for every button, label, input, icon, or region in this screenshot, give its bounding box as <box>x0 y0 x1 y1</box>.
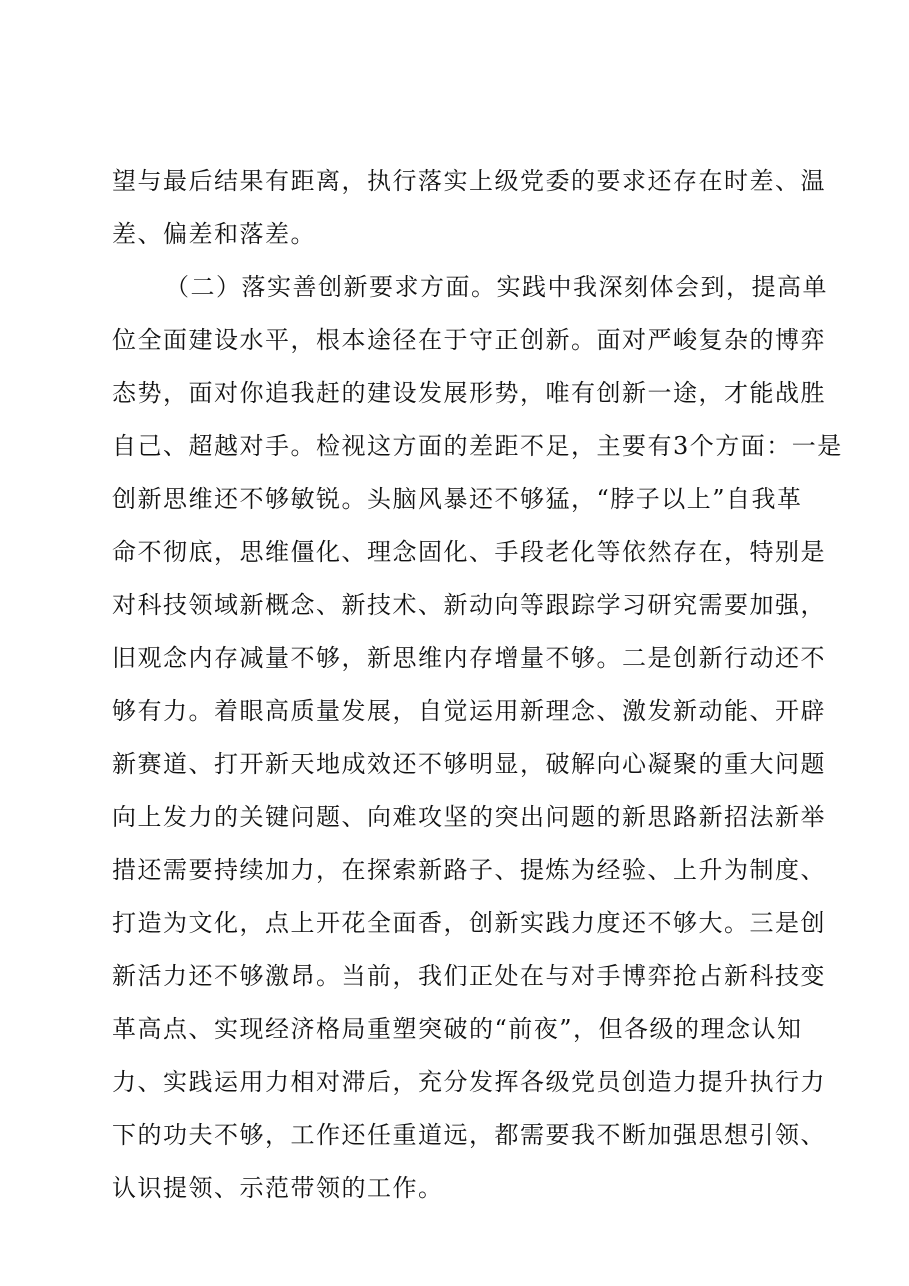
document-body <box>112 155 843 1215</box>
paragraph-2-line-5: 创新思维还不够敏锐。头脑风暴还不够猛，“脖子以上”自我革 <box>112 485 803 513</box>
paragraph-2-line-13: 打造为文化，点上开花全面香，创新实践力度还不够大。三是创 <box>112 909 826 937</box>
paragraph-2-line-3: 态势，面对你追我赶的建设发展形势，唯有创新一途，才能战胜 <box>112 379 826 407</box>
paragraph-2-line-7: 对科技领域新概念、新技术、新动向等跟踪学习研究需要加强， <box>112 591 826 619</box>
paragraph-2-line-1: （二）落实善创新要求方面。实践中我深刻体会到，提高单 <box>165 273 828 301</box>
paragraph-2-line-15: 革高点、实现经济格局重塑突破的“前夜”，但各级的理念认知 <box>112 1015 803 1043</box>
paragraph-2-line-16: 力、实践运用力相对滞后，充分发挥各级党员创造力提升执行力 <box>112 1068 826 1096</box>
paragraph-2-line-12: 措还需要持续加力，在探索新路子、提炼为经验、上升为制度、 <box>112 856 826 884</box>
paragraph-2-line-6: 命不彻底，思维僵化、理念固化、手段老化等依然存在，特别是 <box>112 538 826 566</box>
paragraph-2-line-14: 新活力还不够激昂。当前，我们正处在与对手博弈抢占新科技变 <box>112 962 826 990</box>
paragraph-1-line-2: 差、偏差和落差。 <box>112 220 316 248</box>
paragraph-2-line-11: 向上发力的关键问题、向难攻坚的突出问题的新思路新招法新举 <box>112 803 826 831</box>
paragraph-1-line-1: 望与最后结果有距离，执行落实上级党委的要求还存在时差、温 <box>112 167 826 195</box>
paragraph-2-line-8: 旧观念内存减量不够，新思维内存增量不够。二是创新行动还不 <box>112 644 826 672</box>
paragraph-2-line-18: 认识提领、示范带领的工作。 <box>112 1174 444 1202</box>
paragraph-2-line-10: 新赛道、打开新天地成效还不够明显，破解向心凝聚的重大问题 <box>112 750 826 778</box>
paragraph-2-line-4: 自己、超越对手。检视这方面的差距不足，主要有3个方面：一是 <box>112 432 843 460</box>
paragraph-2-line-2: 位全面建设水平，根本途径在于守正创新。面对严峻复杂的博弈 <box>112 326 826 354</box>
paragraph-2-line-9: 够有力。着眼高质量发展，自觉运用新理念、激发新动能、开辟 <box>112 697 826 725</box>
paragraph-2-line-17: 下的功夫不够，工作还任重道远，都需要我不断加强思想引领、 <box>112 1121 826 1149</box>
